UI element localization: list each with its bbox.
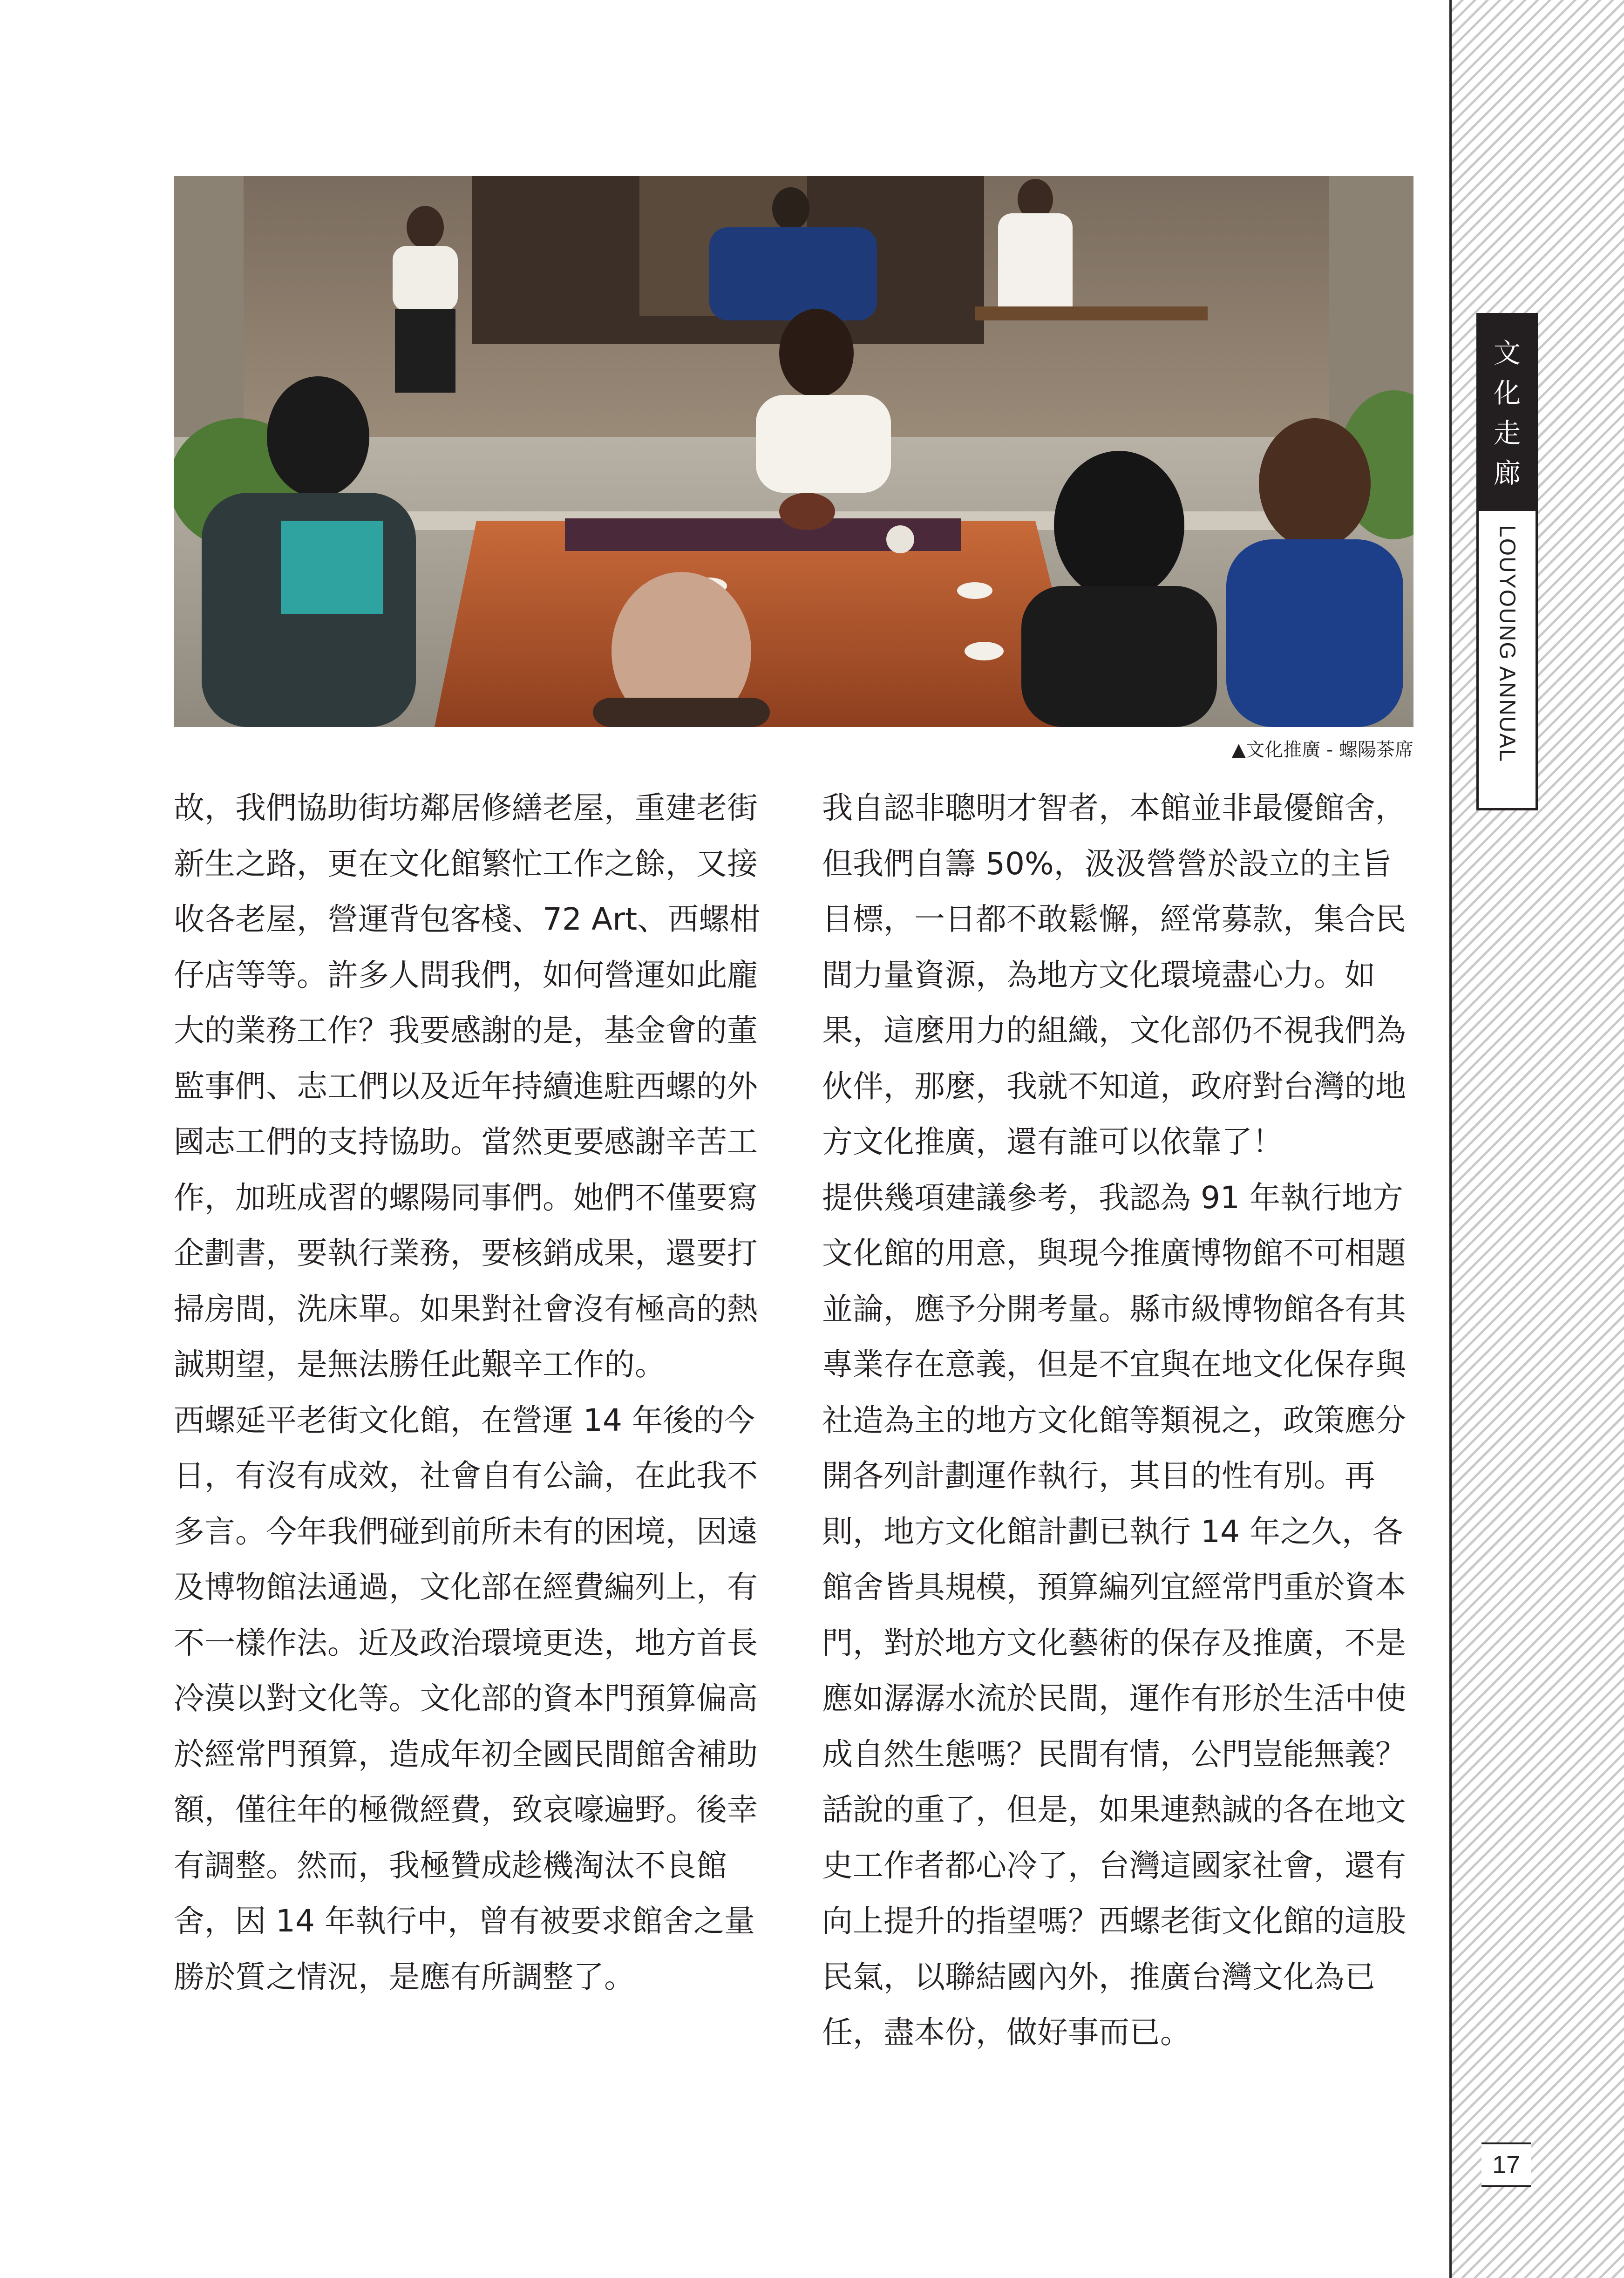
page-number-text: 17: [1492, 2151, 1521, 2179]
page-number: [1481, 2142, 1531, 2187]
article-column-right: [822, 780, 1413, 2060]
publication-name-box: [1479, 511, 1536, 808]
tea-ceremony-photo: [174, 176, 1413, 727]
paragraph: 西螺延平老街文化館，在營運 14 年後的今日，有沒有成效，社會自有公論，在此我不多言。今年我們碰到前所未有的困境，因遠及博物館法通過，文化部在經費編列上，有不一樣作法。近及政治環境更迭，地方首長冷漠以對文化等。文化部的資本門預算偏高於經常門預算，造成年初全國民間館舍補助額，僅往年的極微經費，致哀嚎遍野。後幸有調整。然而，我極贊成趁機淘汰不良館舍，因 14 年執行中，曾有被要求館舍之量勝於質之情況，是應有所調整了。: [174, 1402, 758, 1995]
paragraph: 故，我們協助街坊鄰居修繕老屋，重建老街新生之路，更在文化館繁忙工作之餘，又接收各老屋，營運背包客棧、72 Art、西螺柑仔店等等。許多人問我們，如何營運如此龐大的業務工作？我要感謝的是，基金會的董監事們、志工們以及近年持續進駐西螺的外國志工們的支持協助。當然更要感謝辛苦工作，加班成習的螺陽同事們。她們不僅要寫企劃書，要執行業務，要核銷成果，還要打掃房間，洗床單。如果對社會沒有極高的熱誠期望，是無法勝任此艱辛工作的。: [174, 790, 761, 1382]
photo-caption: ▲文化推廣 - 螺陽茶席: [1231, 739, 1413, 761]
paragraph: 提供幾項建議參考，我認為 91 年執行地方文化館的用意，與現今推廣博物館不可相題並論，應予分開考量。縣市級博物館各有其專業存在意義，但是不宜與在地文化保存與社造為主的地方文化館等類視之，政策應分開各列計劃運作執行，其目的性有別。再則，地方文化館計劃已執行 14 年之久，各館舍皆具規模，預算編列宜經常門重於資本門，對於地方文化藝術的保存及推廣，不是應如潺潺水流於民間，運作有形於生活中使成自然生態嗎？民間有情，公門豈能無義？話說的重了，但是，如果連熱誠的各在地文史工作者都心冷了，台灣這國家社會，還有向上提升的指望嗎？西螺老街文化館的這股民氣，以聯結國內外，推廣台灣文化為已任，盡本份，做好事而已。: [822, 1179, 1406, 2050]
article-photo: [174, 176, 1413, 727]
section-title-char: 廊: [1493, 457, 1521, 489]
section-title-char: 化: [1493, 377, 1521, 409]
section-title: [1479, 315, 1536, 511]
section-title-char: 走: [1493, 417, 1521, 449]
publication-name: LOUYOUNG ANNUAL: [1495, 525, 1520, 763]
section-title-char: 文: [1493, 337, 1521, 369]
section-tab: [1476, 313, 1538, 810]
article-column-left: [174, 780, 765, 2005]
paragraph: 我自認非聰明才智者，本館並非最優館舍，但我們自籌 50%，汲汲營營於設立的主旨目標，一日都不敢鬆懈，經常募款，集合民間力量資源，為地方文化環境盡心力。如果，這麼用力的組織，文化部仍不視我們為伙伴，那麼，我就不知道，政府對台灣的地方文化推廣，還有誰可以依靠了！: [822, 790, 1406, 1160]
